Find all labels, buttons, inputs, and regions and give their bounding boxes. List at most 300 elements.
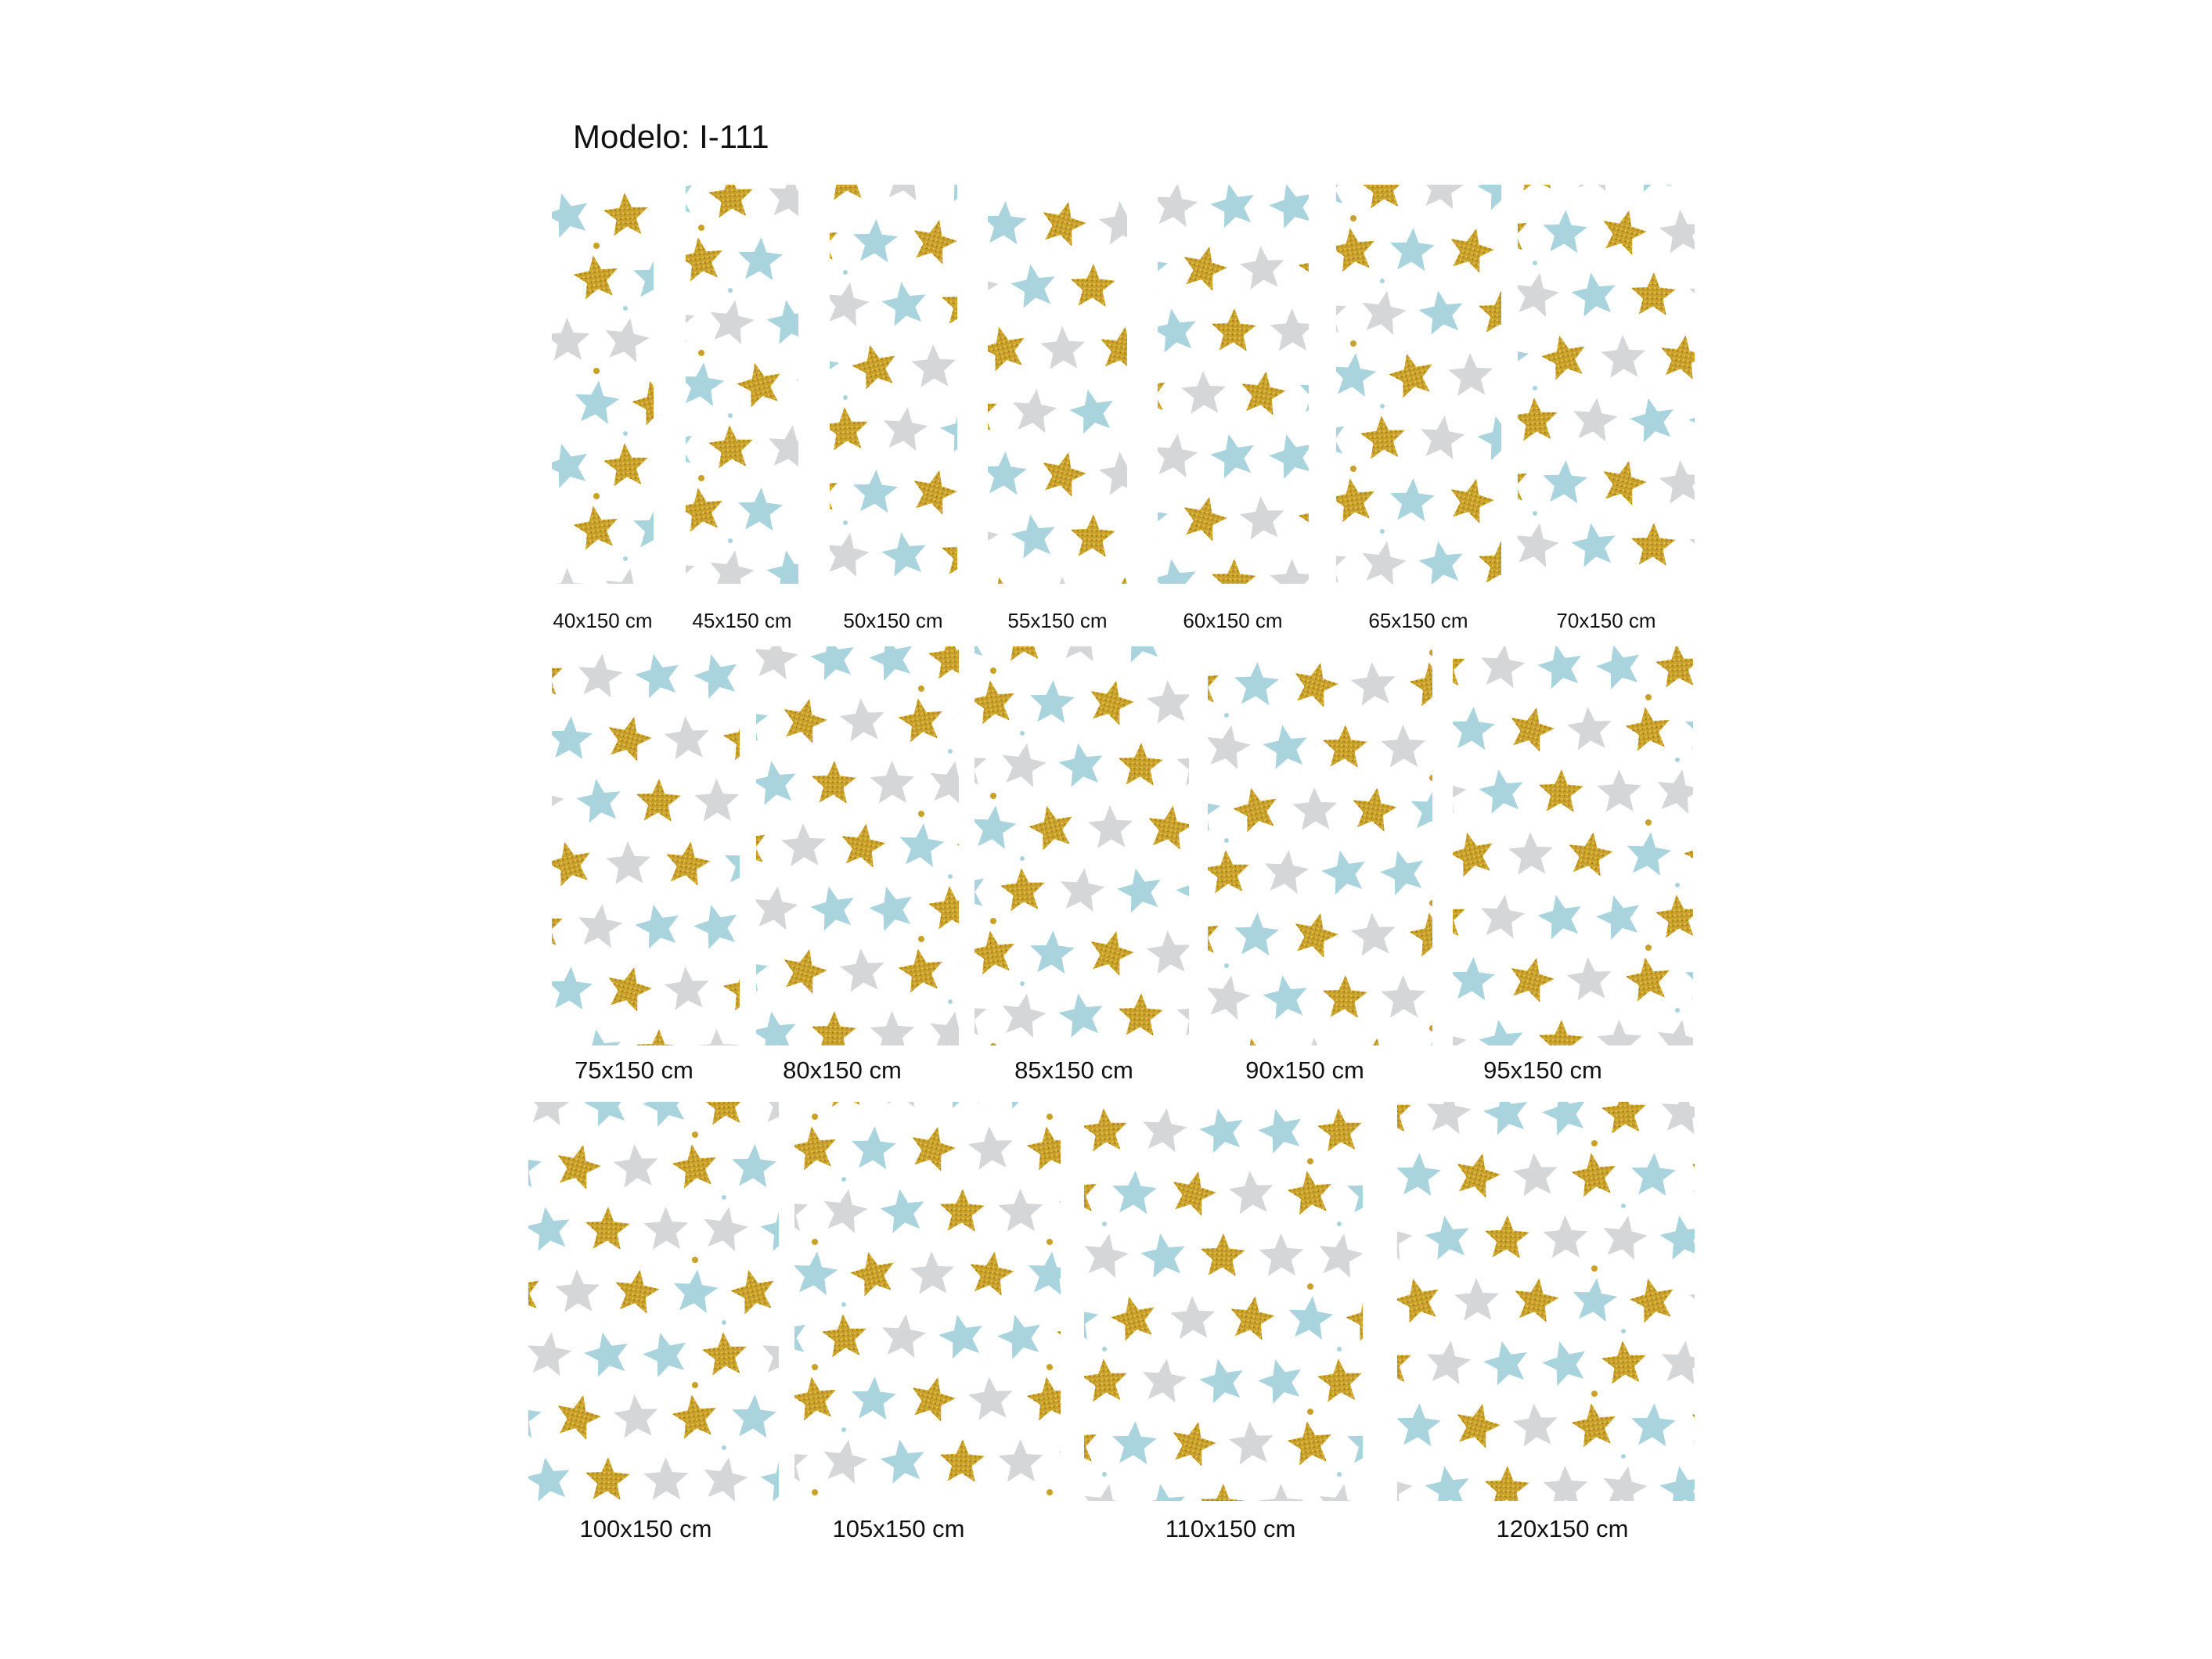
- gold-glitter-star-icon: [1450, 1148, 1504, 1200]
- confetti-dot-icon: [1337, 1472, 1342, 1477]
- light-blue-star-icon: [1260, 972, 1311, 1021]
- gold-glitter-star-icon: [966, 1499, 1017, 1501]
- light-blue-star-icon: [1207, 185, 1259, 230]
- light-blue-star-icon: [975, 863, 991, 916]
- light-blue-star-icon: [1627, 394, 1679, 444]
- confetti-dot-icon: [918, 686, 924, 692]
- confetti-dot-icon: [692, 1257, 698, 1263]
- confetti-dot-icon: [1047, 1239, 1053, 1245]
- size-label-45x150: 45x150 cm: [692, 609, 792, 632]
- gold-glitter-star-icon: [1055, 1312, 1061, 1358]
- confetti-dot-icon: [698, 225, 704, 231]
- light-blue-star-icon: [632, 650, 684, 700]
- gold-glitter-star-icon: [1518, 185, 1559, 191]
- wallpaper-panel-120x150: [1397, 1102, 1695, 1501]
- light-blue-star-icon: [877, 1186, 928, 1235]
- gold-glitter-star-icon: [1407, 909, 1432, 958]
- light-blue-star-icon: [1474, 185, 1501, 212]
- wallpaper-panel-110x150: [1084, 1102, 1363, 1501]
- confetti-dot-icon: [1020, 981, 1025, 986]
- confetti-dot-icon: [623, 431, 628, 436]
- light-gray-star-icon: [1600, 334, 1646, 378]
- light-blue-star-icon: [1208, 1035, 1222, 1045]
- confetti-dot-icon: [722, 1320, 726, 1325]
- gold-glitter-star-icon: [848, 340, 901, 391]
- light-blue-star-icon: [1207, 430, 1259, 480]
- confetti-dot-icon: [1621, 1329, 1626, 1333]
- light-blue-star-icon: [1476, 766, 1527, 815]
- light-blue-star-icon: [1172, 646, 1189, 665]
- size-label-105x150: 105x150 cm: [832, 1515, 965, 1542]
- gold-glitter-star-icon: [1316, 1357, 1363, 1402]
- confetti-dot-icon: [1429, 775, 1432, 781]
- gold-glitter-star-icon: [1211, 308, 1257, 351]
- gold-glitter-star-icon: [1538, 1019, 1584, 1045]
- light-blue-star-icon: [1408, 1035, 1432, 1045]
- gold-glitter-star-icon: [1397, 1339, 1413, 1384]
- light-gray-star-icon: [1238, 495, 1287, 541]
- gold-glitter-star-icon: [830, 405, 870, 451]
- confetti-dot-icon: [1350, 215, 1356, 221]
- light-gray-star-icon: [1447, 352, 1493, 396]
- gold-glitter-star-icon: [927, 884, 959, 930]
- light-gray-star-icon: [756, 883, 800, 931]
- confetti-dot-icon: [1645, 694, 1652, 700]
- light-gray-star-icon: [759, 1330, 779, 1377]
- light-blue-star-icon: [581, 1102, 633, 1128]
- light-gray-star-icon: [1453, 766, 1469, 815]
- gold-glitter-star-icon: [999, 866, 1047, 912]
- light-gray-star-icon: [988, 511, 1001, 560]
- light-gray-star-icon: [1599, 1212, 1651, 1261]
- light-gray-star-icon: [998, 990, 1050, 1039]
- star-pattern: [988, 185, 1127, 584]
- confetti-dot-icon: [1102, 1347, 1107, 1351]
- light-blue-star-icon: [993, 1309, 1047, 1362]
- gold-glitter-star-icon: [1322, 974, 1368, 1018]
- light-blue-star-icon: [1336, 185, 1351, 213]
- gold-glitter-star-icon: [1407, 659, 1432, 707]
- size-label-95x150: 95x150 cm: [1483, 1056, 1602, 1084]
- light-gray-star-icon: [1424, 1338, 1473, 1386]
- confetti-dot-icon: [1591, 1391, 1598, 1397]
- gold-glitter-star-icon: [1166, 1166, 1219, 1218]
- gold-glitter-star-icon: [1200, 1233, 1246, 1276]
- gold-glitter-star-icon: [602, 441, 650, 487]
- light-gray-star-icon: [694, 1029, 740, 1045]
- gold-glitter-star-icon: [1518, 396, 1559, 441]
- gold-glitter-star-icon: [1657, 332, 1695, 381]
- light-gray-star-icon: [706, 297, 758, 346]
- gold-glitter-star-icon: [1444, 223, 1497, 275]
- light-gray-star-icon: [759, 1102, 779, 1127]
- gold-glitter-star-icon: [1450, 1398, 1504, 1450]
- light-gray-star-icon: [1570, 185, 1619, 193]
- confetti-dot-icon: [593, 243, 600, 249]
- gold-glitter-star-icon: [1036, 196, 1090, 248]
- confetti-dot-icon: [593, 368, 600, 374]
- gold-glitter-star-icon: [701, 1330, 748, 1376]
- star-pattern: [552, 646, 740, 1045]
- light-blue-star-icon: [1265, 429, 1309, 481]
- gold-glitter-star-icon: [1070, 513, 1116, 557]
- light-blue-star-icon: [794, 1499, 839, 1501]
- light-blue-star-icon: [830, 342, 841, 389]
- light-gray-star-icon: [552, 318, 590, 361]
- gold-glitter-star-icon: [670, 1391, 720, 1440]
- gold-glitter-star-icon: [1229, 1033, 1282, 1045]
- gold-glitter-star-icon: [1336, 225, 1378, 273]
- size-label-50x150: 50x150 cm: [843, 609, 943, 632]
- confetti-dot-icon: [1675, 758, 1680, 762]
- confetti-dot-icon: [1337, 1347, 1342, 1351]
- gold-glitter-star-icon: [1211, 558, 1257, 584]
- light-blue-star-icon: [1570, 1276, 1619, 1323]
- confetti-dot-icon: [841, 1302, 846, 1307]
- light-gray-star-icon: [1176, 993, 1189, 1036]
- light-blue-star-icon: [1138, 1481, 1189, 1501]
- light-blue-star-icon: [1627, 185, 1679, 194]
- light-blue-star-icon: [1422, 1212, 1473, 1261]
- light-blue-star-icon: [1084, 1294, 1100, 1341]
- light-gray-star-icon: [643, 1457, 689, 1500]
- gold-glitter-star-icon: [927, 646, 959, 679]
- light-blue-star-icon: [993, 1102, 1047, 1111]
- wallpaper-panel-75x150: [552, 646, 740, 1045]
- light-blue-star-icon: [879, 279, 930, 328]
- confetti-dot-icon: [1533, 261, 1537, 265]
- confetti-dot-icon: [1047, 1489, 1053, 1495]
- gold-glitter-star-icon: [1322, 724, 1368, 768]
- light-blue-star-icon: [671, 1267, 719, 1314]
- light-gray-star-icon: [1087, 804, 1133, 848]
- confetti-dot-icon: [1047, 1114, 1053, 1120]
- light-gray-star-icon: [1158, 185, 1200, 229]
- confetti-dot-icon: [843, 520, 848, 525]
- gold-glitter-star-icon: [811, 1010, 857, 1045]
- light-gray-star-icon: [780, 822, 827, 866]
- gold-glitter-star-icon: [1349, 1035, 1400, 1045]
- light-blue-star-icon: [632, 254, 654, 299]
- light-blue-star-icon: [764, 547, 798, 584]
- light-gray-star-icon: [1349, 660, 1398, 707]
- gold-glitter-star-icon: [721, 963, 740, 1012]
- confetti-dot-icon: [841, 1427, 846, 1432]
- gold-glitter-star-icon: [1537, 581, 1591, 584]
- gold-glitter-star-icon: [756, 819, 771, 870]
- gold-glitter-star-icon: [1177, 491, 1230, 543]
- confetti-dot-icon: [1645, 819, 1652, 826]
- light-gray-star-icon: [1688, 1277, 1695, 1321]
- confetti-dot-icon: [593, 493, 600, 499]
- confetti-dot-icon: [728, 413, 733, 418]
- gold-glitter-star-icon: [1538, 768, 1584, 812]
- light-gray-star-icon: [881, 405, 930, 452]
- gold-glitter-star-icon: [1296, 243, 1309, 291]
- light-gray-star-icon: [1145, 929, 1189, 975]
- gold-glitter-star-icon: [1025, 801, 1078, 852]
- light-blue-star-icon: [1336, 351, 1378, 398]
- light-gray-star-icon: [1084, 1230, 1131, 1279]
- gold-glitter-star-icon: [611, 1266, 662, 1315]
- gold-glitter-star-icon: [1685, 1148, 1695, 1200]
- light-gray-star-icon: [820, 1186, 871, 1235]
- gold-glitter-star-icon: [1537, 330, 1591, 382]
- light-blue-star-icon: [956, 697, 959, 742]
- light-blue-star-icon: [552, 966, 593, 1010]
- size-label-85x150: 85x150 cm: [1014, 1056, 1133, 1084]
- light-blue-star-icon: [865, 646, 919, 683]
- gold-glitter-star-icon: [1600, 1102, 1648, 1134]
- light-gray-star-icon: [1424, 1102, 1473, 1135]
- light-blue-star-icon: [975, 646, 991, 665]
- gold-glitter-star-icon: [838, 820, 888, 869]
- light-gray-star-icon: [1315, 1230, 1363, 1279]
- light-blue-star-icon: [1111, 1420, 1158, 1465]
- confetti-dot-icon: [692, 1382, 698, 1388]
- confetti-dot-icon: [1307, 1158, 1313, 1164]
- light-gray-star-icon: [1658, 459, 1695, 505]
- light-blue-star-icon: [1233, 912, 1280, 956]
- light-gray-star-icon: [1097, 200, 1127, 246]
- gold-glitter-star-icon: [1097, 323, 1127, 372]
- light-gray-star-icon: [686, 300, 695, 343]
- confetti-dot-icon: [1429, 1025, 1432, 1031]
- light-blue-star-icon: [581, 1328, 633, 1379]
- light-blue-star-icon: [1158, 305, 1200, 354]
- light-blue-star-icon: [877, 1436, 928, 1485]
- light-blue-star-icon: [552, 438, 594, 491]
- confetti-dot-icon: [1224, 838, 1229, 843]
- gold-glitter-star-icon: [602, 191, 650, 236]
- size-label-60x150: 60x150 cm: [1183, 609, 1283, 632]
- gold-glitter-star-icon: [1657, 582, 1695, 584]
- light-gray-star-icon: [1518, 269, 1562, 318]
- page-title: Modelo: I-111: [573, 118, 769, 155]
- light-blue-star-icon: [807, 882, 859, 933]
- confetti-dot-icon: [948, 749, 953, 754]
- gold-glitter-star-icon: [988, 572, 1030, 584]
- gold-glitter-star-icon: [941, 531, 957, 575]
- gold-glitter-star-icon: [1285, 1418, 1335, 1466]
- gold-glitter-star-icon: [1597, 455, 1650, 507]
- light-gray-star-icon: [975, 993, 987, 1036]
- confetti-dot-icon: [1380, 529, 1385, 534]
- gold-glitter-star-icon: [777, 693, 830, 745]
- light-gray-star-icon: [1358, 287, 1410, 336]
- light-blue-star-icon: [639, 1327, 693, 1380]
- light-gray-star-icon: [1689, 523, 1695, 566]
- gold-glitter-star-icon: [707, 185, 755, 218]
- light-blue-star-icon: [1008, 511, 1059, 560]
- light-gray-star-icon: [1397, 1212, 1415, 1261]
- gold-glitter-star-icon: [1025, 1373, 1061, 1422]
- light-gray-star-icon: [612, 1143, 661, 1189]
- gold-glitter-star-icon: [1623, 954, 1673, 1002]
- gold-glitter-star-icon: [602, 962, 655, 1013]
- light-blue-star-icon: [1124, 384, 1127, 437]
- gold-glitter-star-icon: [1237, 368, 1288, 417]
- star-pattern: [528, 1102, 779, 1501]
- light-gray-star-icon: [528, 1102, 574, 1127]
- star-pattern: [1084, 1102, 1363, 1501]
- gold-glitter-star-icon: [1630, 522, 1677, 566]
- gold-glitter-star-icon: [1025, 1123, 1061, 1171]
- wallpaper-panel-100x150: [528, 1102, 779, 1501]
- light-blue-star-icon: [1029, 930, 1075, 974]
- light-blue-star-icon: [1453, 706, 1496, 750]
- gold-glitter-star-icon: [1565, 829, 1616, 878]
- light-gray-star-icon: [1140, 1106, 1189, 1153]
- light-blue-star-icon: [730, 1394, 777, 1438]
- gold-glitter-star-icon: [686, 234, 726, 282]
- confetti-dot-icon: [692, 1132, 698, 1138]
- gold-glitter-star-icon: [939, 1188, 985, 1232]
- gold-glitter-star-icon: [1177, 241, 1230, 293]
- light-gray-star-icon: [830, 529, 872, 578]
- light-blue-star-icon: [722, 839, 740, 886]
- light-blue-star-icon: [1408, 785, 1432, 832]
- confetti-dot-icon: [1645, 945, 1652, 951]
- light-blue-star-icon: [528, 1204, 574, 1253]
- wallpaper-panel-60x150: [1158, 185, 1309, 584]
- gold-glitter-star-icon: [1359, 414, 1407, 459]
- light-blue-star-icon: [737, 487, 784, 531]
- confetti-dot-icon: [1102, 1472, 1107, 1477]
- light-gray-star-icon: [700, 1454, 751, 1501]
- gold-glitter-star-icon: [1630, 272, 1677, 315]
- light-blue-star-icon: [1138, 1230, 1189, 1279]
- gold-glitter-star-icon: [907, 465, 957, 516]
- gold-glitter-star-icon: [1600, 1339, 1648, 1384]
- gold-glitter-star-icon: [585, 1456, 631, 1500]
- light-blue-star-icon: [1158, 495, 1169, 540]
- light-gray-star-icon: [838, 947, 887, 993]
- gold-glitter-star-icon: [686, 484, 726, 533]
- light-blue-star-icon: [850, 1125, 897, 1170]
- light-gray-star-icon: [820, 1436, 871, 1485]
- size-label-65x150: 65x150 cm: [1368, 609, 1468, 632]
- light-gray-star-icon: [1508, 831, 1554, 875]
- light-blue-star-icon: [756, 948, 769, 992]
- light-blue-star-icon: [764, 297, 798, 346]
- gold-glitter-star-icon: [1504, 702, 1558, 754]
- gold-glitter-star-icon: [1200, 1483, 1246, 1501]
- light-gray-star-icon: [643, 1207, 689, 1250]
- gold-glitter-star-icon: [1597, 205, 1650, 257]
- light-blue-star-icon: [1376, 845, 1430, 898]
- light-blue-star-icon: [1416, 287, 1467, 336]
- light-gray-star-icon: [1597, 769, 1642, 812]
- gold-glitter-star-icon: [1478, 540, 1501, 584]
- light-blue-star-icon: [528, 1143, 542, 1188]
- light-blue-star-icon: [1684, 956, 1693, 1001]
- light-gray-star-icon: [1454, 1277, 1500, 1321]
- gold-glitter-star-icon: [1084, 1107, 1129, 1152]
- light-blue-star-icon: [1630, 1152, 1677, 1197]
- light-gray-star-icon: [1227, 1169, 1276, 1215]
- confetti-dot-icon: [918, 936, 924, 942]
- light-blue-star-icon: [1124, 185, 1127, 186]
- light-gray-star-icon: [1518, 520, 1562, 569]
- gold-glitter-star-icon: [792, 232, 798, 284]
- confetti-dot-icon: [722, 1445, 726, 1450]
- light-blue-star-icon: [879, 529, 930, 578]
- light-gray-star-icon: [1565, 705, 1614, 751]
- gold-glitter-star-icon: [1107, 1291, 1160, 1343]
- light-blue-star-icon: [1657, 1212, 1695, 1261]
- gold-glitter-star-icon: [1511, 1275, 1562, 1324]
- gold-glitter-star-icon: [953, 819, 959, 870]
- light-blue-star-icon: [1541, 459, 1588, 504]
- star-pattern: [1336, 185, 1501, 584]
- confetti-dot-icon: [990, 1043, 996, 1045]
- light-gray-star-icon: [1262, 847, 1311, 895]
- light-blue-star-icon: [1196, 1355, 1248, 1405]
- gold-glitter-star-icon: [636, 1028, 682, 1045]
- light-blue-star-icon: [1518, 583, 1530, 584]
- wallpaper-panel-80x150: [756, 646, 959, 1045]
- light-gray-star-icon: [1010, 387, 1059, 434]
- light-gray-star-icon: [879, 1312, 928, 1359]
- gold-glitter-star-icon: [830, 466, 841, 515]
- star-pattern: [1208, 646, 1432, 1045]
- light-blue-star-icon: [1480, 1102, 1533, 1137]
- star-pattern: [686, 185, 798, 584]
- light-blue-star-icon: [1008, 261, 1059, 310]
- gold-glitter-star-icon: [941, 281, 957, 325]
- confetti-dot-icon: [1675, 883, 1680, 887]
- light-blue-star-icon: [730, 1143, 777, 1188]
- light-blue-star-icon: [1286, 1294, 1335, 1341]
- light-blue-star-icon: [1422, 1463, 1473, 1501]
- light-gray-star-icon: [575, 651, 625, 699]
- light-gray-star-icon: [1336, 541, 1347, 584]
- light-gray-star-icon: [1039, 576, 1086, 584]
- light-gray-star-icon: [686, 550, 695, 584]
- light-gray-star-icon: [1418, 185, 1467, 211]
- confetti-dot-icon: [1621, 1204, 1626, 1208]
- confetti-dot-icon: [1591, 1140, 1598, 1146]
- light-blue-star-icon: [552, 715, 593, 760]
- light-blue-star-icon: [1389, 227, 1436, 272]
- confetti-dot-icon: [1337, 1222, 1342, 1226]
- light-blue-star-icon: [1534, 891, 1587, 941]
- light-gray-star-icon: [601, 565, 653, 584]
- light-blue-star-icon: [737, 236, 784, 281]
- confetti-dot-icon: [728, 288, 733, 293]
- confetti-dot-icon: [1020, 856, 1025, 861]
- light-blue-star-icon: [1233, 661, 1280, 706]
- confetti-dot-icon: [990, 793, 996, 799]
- gold-glitter-star-icon: [670, 1141, 720, 1189]
- light-gray-star-icon: [988, 261, 1001, 310]
- gold-glitter-star-icon: [906, 1121, 959, 1173]
- light-blue-star-icon: [852, 218, 899, 263]
- light-gray-star-icon: [910, 344, 956, 387]
- light-blue-star-icon: [1684, 185, 1695, 195]
- light-gray-star-icon: [794, 1439, 809, 1482]
- light-gray-star-icon: [1097, 450, 1127, 496]
- gold-glitter-star-icon: [1336, 475, 1378, 524]
- gold-glitter-star-icon: [1208, 659, 1223, 707]
- light-blue-star-icon: [1624, 830, 1673, 876]
- light-gray-star-icon: [700, 1204, 751, 1253]
- light-blue-star-icon: [1397, 1152, 1442, 1197]
- light-gray-star-icon: [1292, 786, 1338, 830]
- light-blue-star-icon: [1541, 209, 1588, 254]
- light-blue-star-icon: [1066, 385, 1119, 436]
